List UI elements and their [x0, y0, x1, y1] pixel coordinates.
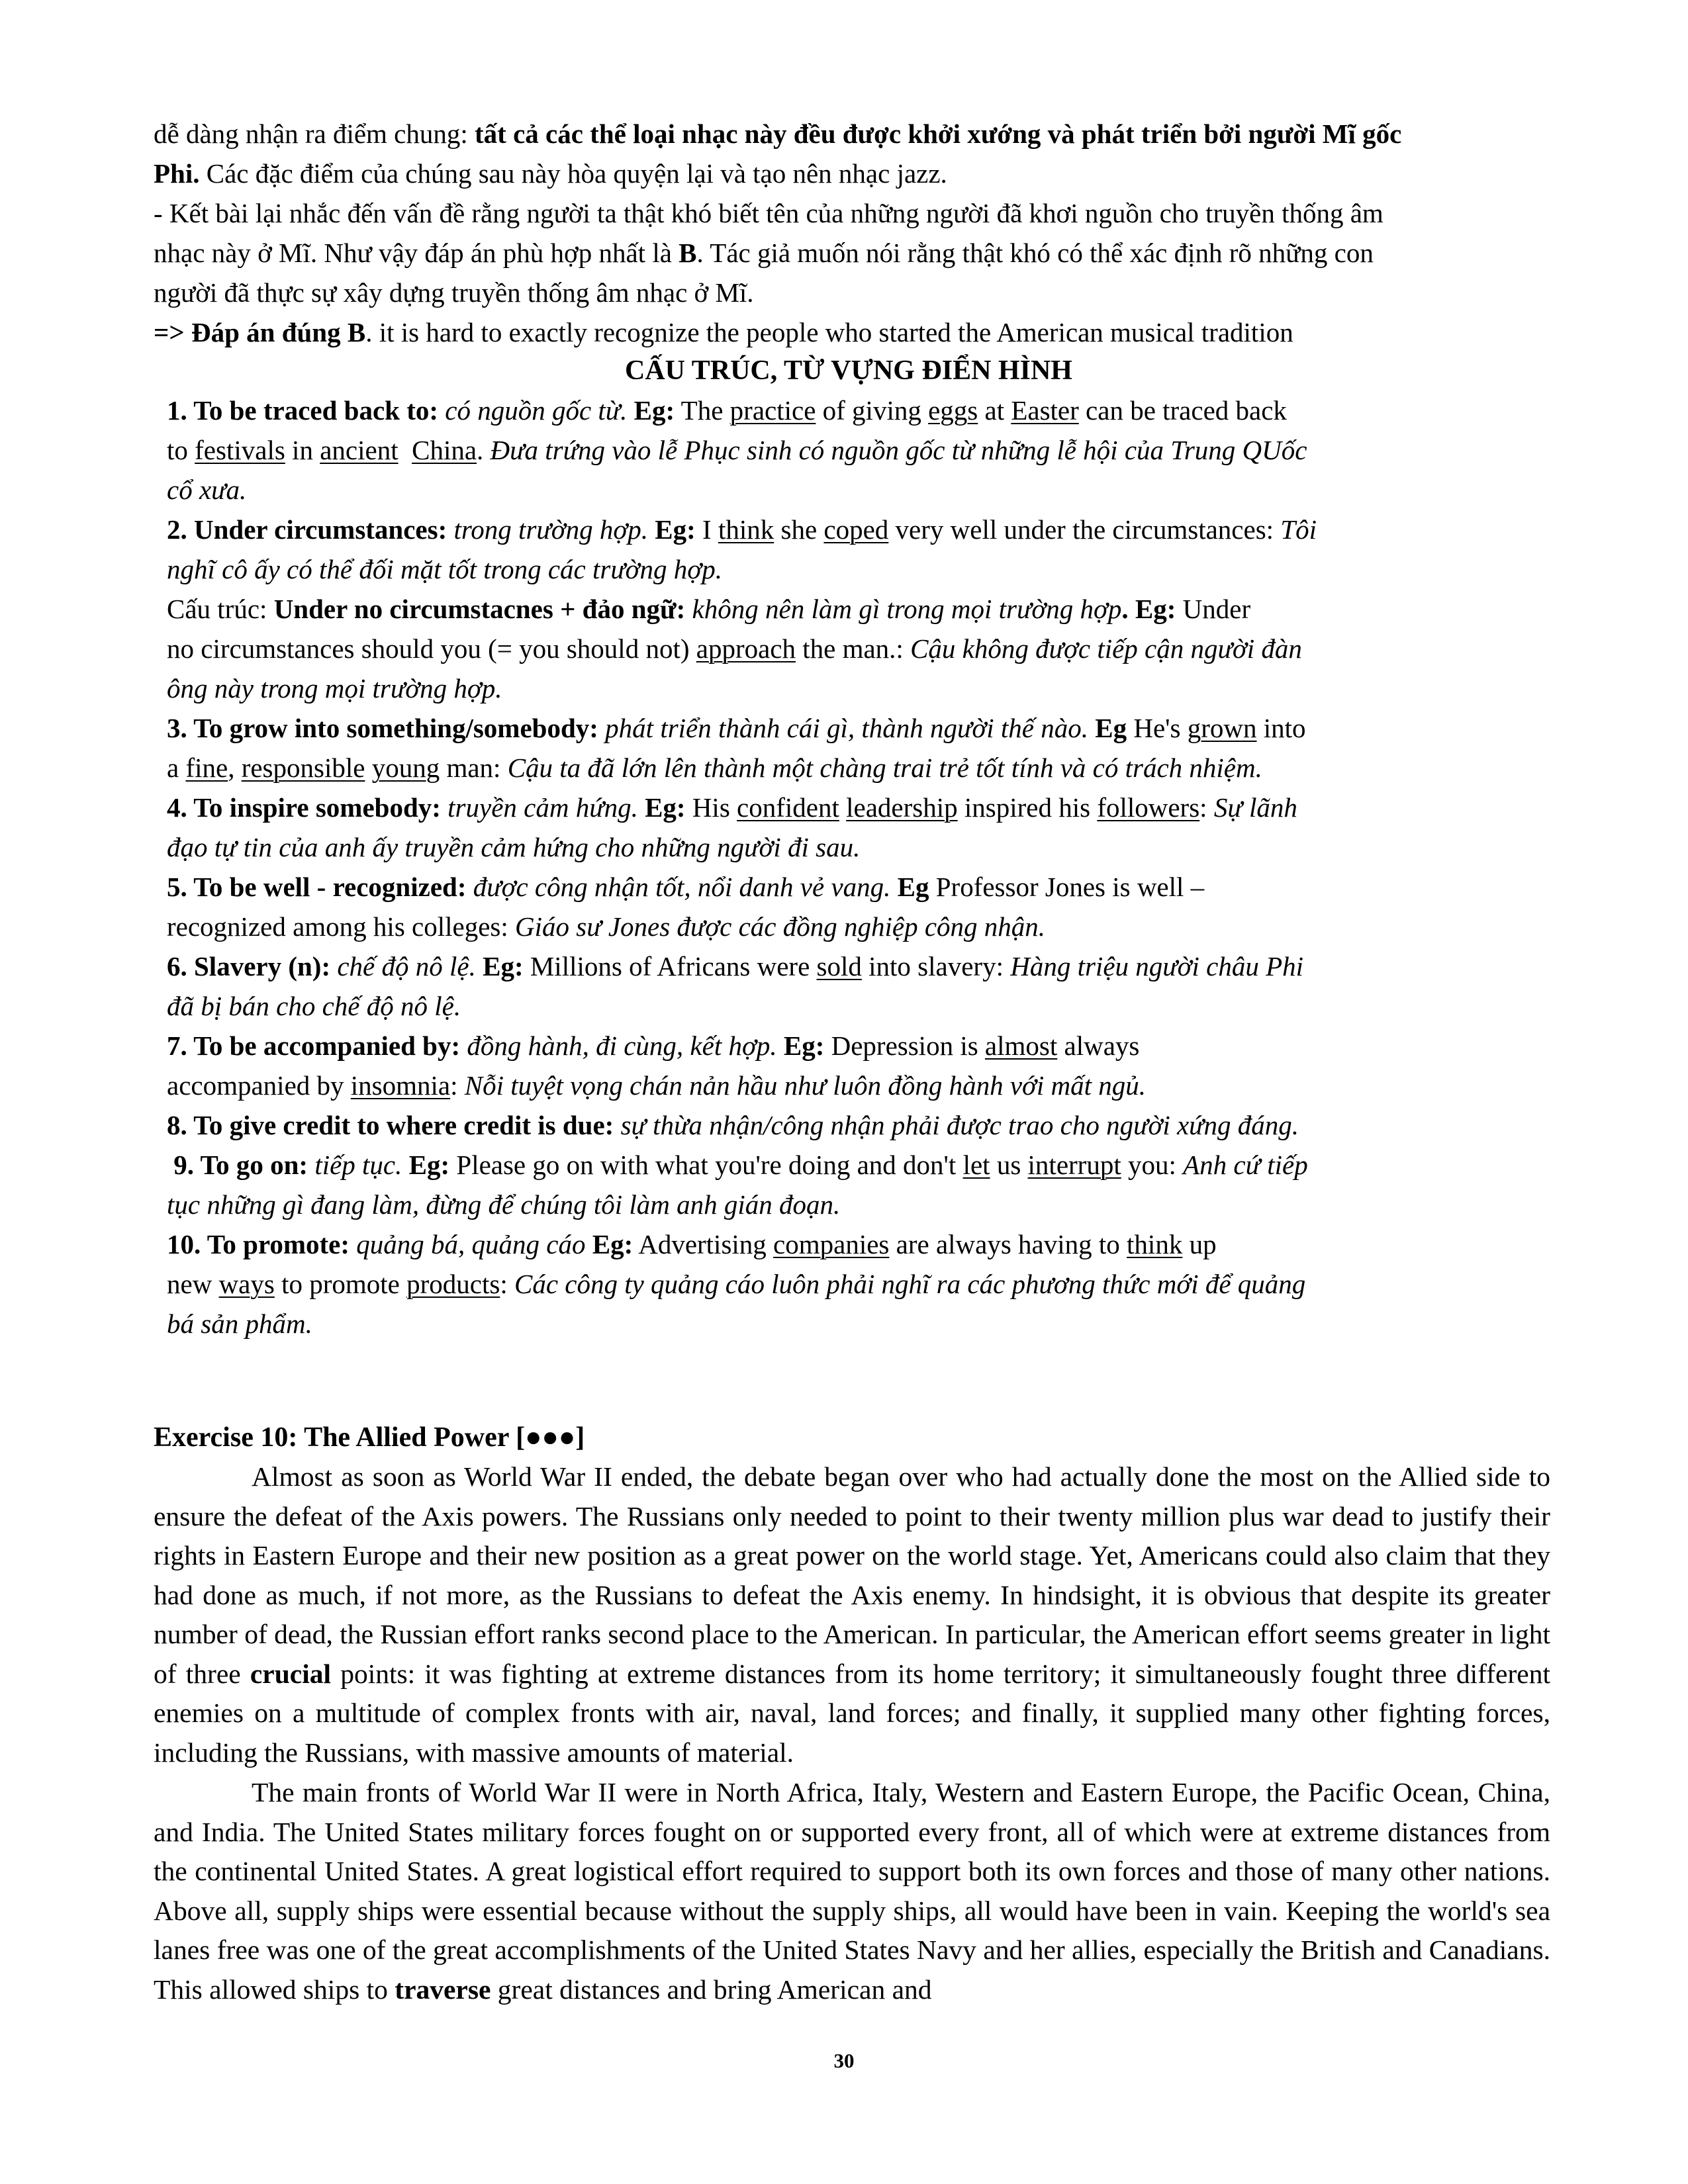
explanation-line: nhạc này ở Mĩ. Như vậy đáp án phù hợp nhất là B. Tác giả muốn nói rằng thật khó có thể xác định rõ những con — [154, 238, 1374, 268]
section-title: CẤU TRÚC, TỪ VỰNG ĐIỂN HÌNH — [625, 355, 1072, 386]
vocab-item-4: 4. To inspire somebody: truyền cảm hứng. Eg: His confident leadership inspired his followers: Sự lãnh — [167, 792, 1297, 823]
vocab-item-2-structure: Cấu trúc: Under no circumstacnes + đảo ngữ: không nên làm gì trong mọi trường hợp. Eg: Under — [167, 594, 1251, 624]
vocab-item-7-cont: accompanied by insomnia: Nỗi tuyệt vọng chán nản hầu như luôn đồng hành với mất ngủ. — [167, 1070, 1147, 1101]
vocab-item-9: 9. To go on: tiếp tục. Eg: Please go on with what you're doing and don't let us interrupt you: Anh cứ tiếp — [167, 1150, 1308, 1180]
vocab-item-3-cont: a fine, responsible young man: Cậu ta đã lớn lên thành một chàng trai trẻ tốt tính và có trách nhiệm. — [167, 752, 1262, 783]
vocab-item-2: 2. Under circumstances: trong trường hợp. Eg: I think she coped very well under the circumstances: Tôi — [167, 514, 1317, 545]
vocab-item-6: 6. Slavery (n): chế độ nô lệ. Eg: Millions of Africans were sold into slavery: Hàng triệu người châu Phi — [167, 951, 1304, 981]
vocab-item-1-cont: cổ xưa. — [167, 475, 247, 505]
vocab-item-6-cont: đã bị bán cho chế độ nô lệ. — [167, 991, 461, 1021]
vocab-item-2-structure-cont: no circumstances should you (= you should not) approach the man.: Cậu không được tiếp cận người đàn — [167, 633, 1302, 664]
vocab-item-9-cont: tục những gì đang làm, đừng để chúng tôi làm anh gián đoạn. — [167, 1189, 841, 1220]
vocabulary-list — [154, 390, 1544, 1343]
vocab-item-1-cont: to festivals in ancient China. Đưa trứng vào lễ Phục sinh có nguồn gốc từ những lễ hội của Trung QUốc — [167, 435, 1307, 465]
vocab-item-2-structure-cont: ông này trong mọi trường hợp. — [167, 673, 502, 704]
passage-paragraph-1: Almost as soon as World War II ended, the debate began over who had actually done the most on the Allied side to ensure the defeat of the Axis powers. The Russians only needed to point to their twenty million plus war dead to justify their rights in Eastern Europe and their new position as a great power on the world stage. Yet, Americans could also claim that they had done as much, if not more, as the Russians to defeat the Axis enemy. In hindsight, it is obvious that despite its greater number of dead, the Russian effort ranks second place to the American. In particular, the American effort seems greater in light of three crucial points: it was fighting at extreme distances from its home territory; it simultaneously fought three different enemies on a multitude of complex fronts with air, naval, land forces; and finally, it supplied many other fighting forces, including the Russians, with massive amounts of material. — [154, 1461, 1550, 1768]
explanation-line: người đã thực sự xây dựng truyền thống âm nhạc ở Mĩ. — [154, 277, 754, 308]
passage-paragraph-2: The main fronts of World War II were in North Africa, Italy, Western and Eastern Europe, the Pacific Ocean, China, and India. The United States military forces fought on or supported every front, all of which were at extreme distances from the continental United States. A great logistical effort required to support both its own forces and those of many other nations. Above all, supply ships were essential because without the supply ships, all would have been in vain. Keeping the world's sea lanes free was one of the great accomplishments of the United States Navy and her allies, especially the British and Canadians. This allowed ships to traverse great distances and bring American and — [154, 1777, 1550, 2005]
answer-explanation — [154, 114, 1544, 352]
vocab-item-10-cont: new ways to promote products: Các công ty quảng cáo luôn phải nghĩ ra các phương thức mới để quảng — [167, 1269, 1306, 1299]
explanation-line: - Kết bài lại nhắc đến vấn đề rằng người ta thật khó biết tên của những người đã khơi nguồn cho truyền thống âm — [154, 198, 1383, 228]
explanation-line: Phi. Các đặc điểm của chúng sau này hòa quyện lại và tạo nên nhạc jazz. — [154, 158, 947, 189]
correct-answer-line: => Đáp án đúng B. it is hard to exactly recognize the people who started the American musical tradition — [154, 317, 1293, 347]
vocab-item-3: 3. To grow into something/somebody: phát triển thành cái gì, thành người thế nào. Eg He's grown into — [167, 713, 1306, 743]
vocab-item-10: 10. To promote: quảng bá, quảng cáo Eg: Advertising companies are always having to think up — [167, 1229, 1217, 1259]
explanation-line: dễ dàng nhận ra điểm chung: tất cả các thể loại nhạc này đều được khởi xướng và phát triển bởi người Mĩ gốc — [154, 118, 1402, 149]
vocab-item-1: 1. To be traced back to: có nguồn gốc từ. Eg: The practice of giving eggs at Easter can be traced back — [167, 395, 1287, 426]
vocab-item-5-cont: recognized among his colleges: Giáo sư Jones được các đồng nghiệp công nhận. — [167, 911, 1046, 942]
vocab-item-8: 8. To give credit to where credit is due: sự thừa nhận/công nhận phải được trao cho người xứng đáng. — [167, 1110, 1299, 1140]
vocab-item-4-cont: đạo tự tin của anh ấy truyền cảm hứng cho những người đi sau. — [167, 832, 861, 862]
vocab-item-10-cont: bá sản phẩm. — [167, 1308, 312, 1339]
page-number: 30 — [833, 2049, 855, 2072]
vocab-item-5: 5. To be well - recognized: được công nhận tốt, nổi danh vẻ vang. Eg Professor Jones is well – — [167, 872, 1205, 902]
exercise-title: Exercise 10: The Allied Power [●●●] — [154, 1422, 585, 1453]
vocab-item-2-cont: nghĩ cô ấy có thể đối mặt tốt trong các trường hợp. — [167, 554, 722, 584]
vocab-item-7: 7. To be accompanied by: đồng hành, đi cùng, kết hợp. Eg: Depression is almost always — [167, 1030, 1140, 1061]
